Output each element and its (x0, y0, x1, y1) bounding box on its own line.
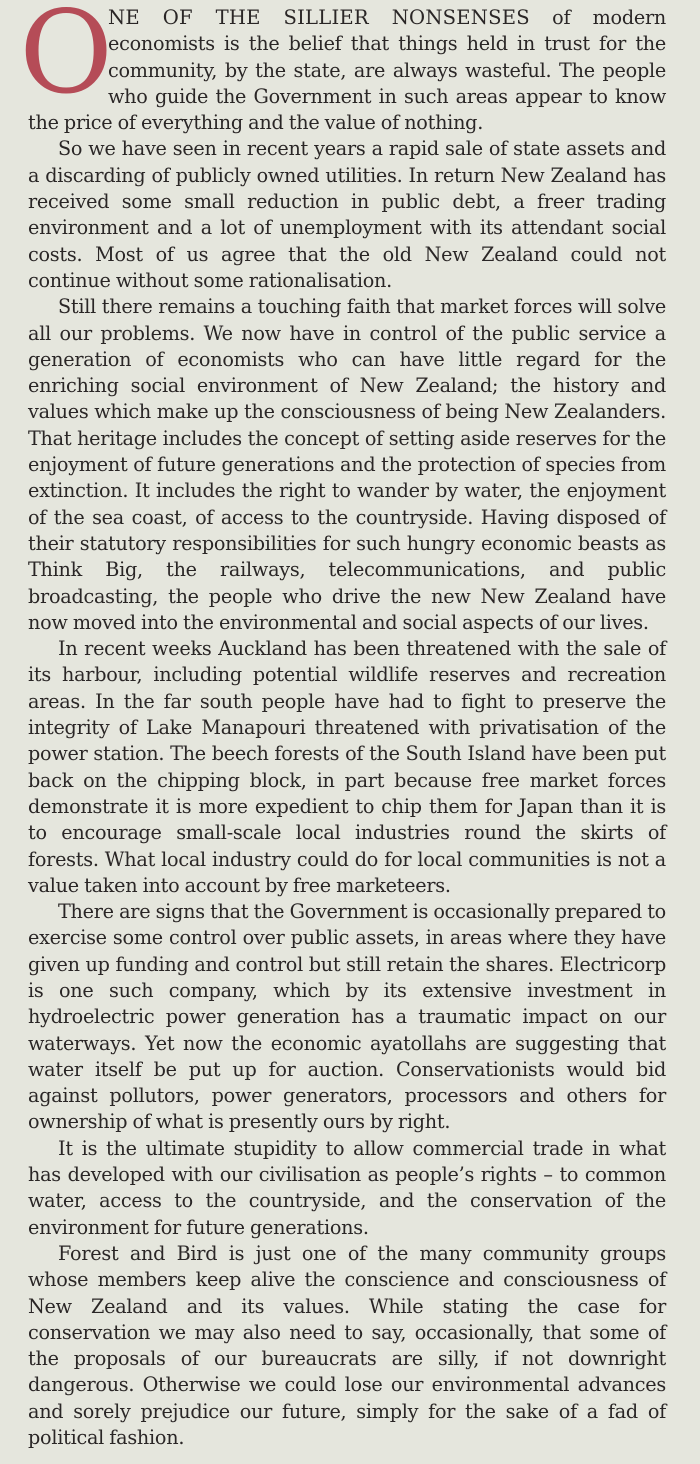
paragraph-5: There are signs that the Government is occasionally prepared to exercise some control over public assets, in areas where they have given up funding and control but still retain the shares. Electricorp is one such company, which by its extensive investment in hydroelectric power generation has a traumatic impact on our waterways. Yet now the economic ayatollahs are suggesting that water itself be put up for auction. Conservationists would bid against pollutors, power generators, processors and others for ownership of what is presently ours by right. (28, 900, 666, 1134)
drop-cap-letter: O (19, 0, 113, 119)
paragraph-6: It is the ultimate stupidity to allow commercial trade in what has developed with our civilisation as people’s rights – to common water, access to the countryside, and the conservation of the environment for future generations. (28, 1136, 666, 1239)
drop-cap (19, 0, 113, 119)
paragraph-1 (19, 0, 666, 136)
paragraph-1-text: of modern economists is the belief that things held in trust for the community, by the state, are always wasteful. The people who guide the Government in such areas appear to know the price of everything and the value of nothing. (28, 6, 666, 135)
drop-cap-glyph (19, 0, 113, 119)
lead-in: NE OF THE SILLIER NONSENSES (108, 6, 530, 29)
editorial-article (19, 0, 666, 1451)
paragraph-2: So we have seen in recent years a rapid sale of state assets and a discarding of publicly owned utilities. In return New Zealand has received some small reduction in public debt, a freer trading environment and a lot of unemployment with its attendant social costs. Most of us agree that the old New Zealand could not continue without some rationalisation. (28, 137, 666, 292)
paragraph-4: In recent weeks Auckland has been threatened with the sale of its harbour, including potential wildlife reserves and recreation areas. In the far south people have had to fight to preserve the integrity of Lake Manapouri threatened with privatisation of the power station. The beech forests of the South Island have been put back on the chipping block, in part because free market forces demonstrate it is more expedient to chip them for Japan than it is to encourage small-scale local industries round the skirts of forests. What local industry could do for local communities is not a value taken into account by free marketeers. (28, 637, 666, 897)
paragraph-7: Forest and Bird is just one of the many community groups whose members keep alive the conscience and consciousness of New Zealand and its values. While stating the case for conservation we may also need to say, occasionally, that some of the proposals of our bureaucrats are silly, if not downright dangerous. Otherwise we could lose our environmental advances and sorely prejudice our future, simply for the sake of a fad of political fashion. (28, 1241, 666, 1450)
paragraph-3: Still there remains a touching faith that market forces will solve all our problems. We now have in control of the public service a generation of economists who can have little regard for the enriching social environment of New Zealand; the history and values which make up the consciousness of being New Zealanders. That heritage includes the concept of setting aside reserves for the enjoyment of future generations and the protection of species from extinction. It includes the right to wander by water, the enjoyment of the sea coast, of access to the countryside. Having disposed of their statutory responsibilities for such hungry economic beasts as Think Big, the railways, telecommunications, and public broadcasting, the people who drive the new New Zealand have now moved into the environmental and social aspects of our lives. (28, 295, 666, 634)
